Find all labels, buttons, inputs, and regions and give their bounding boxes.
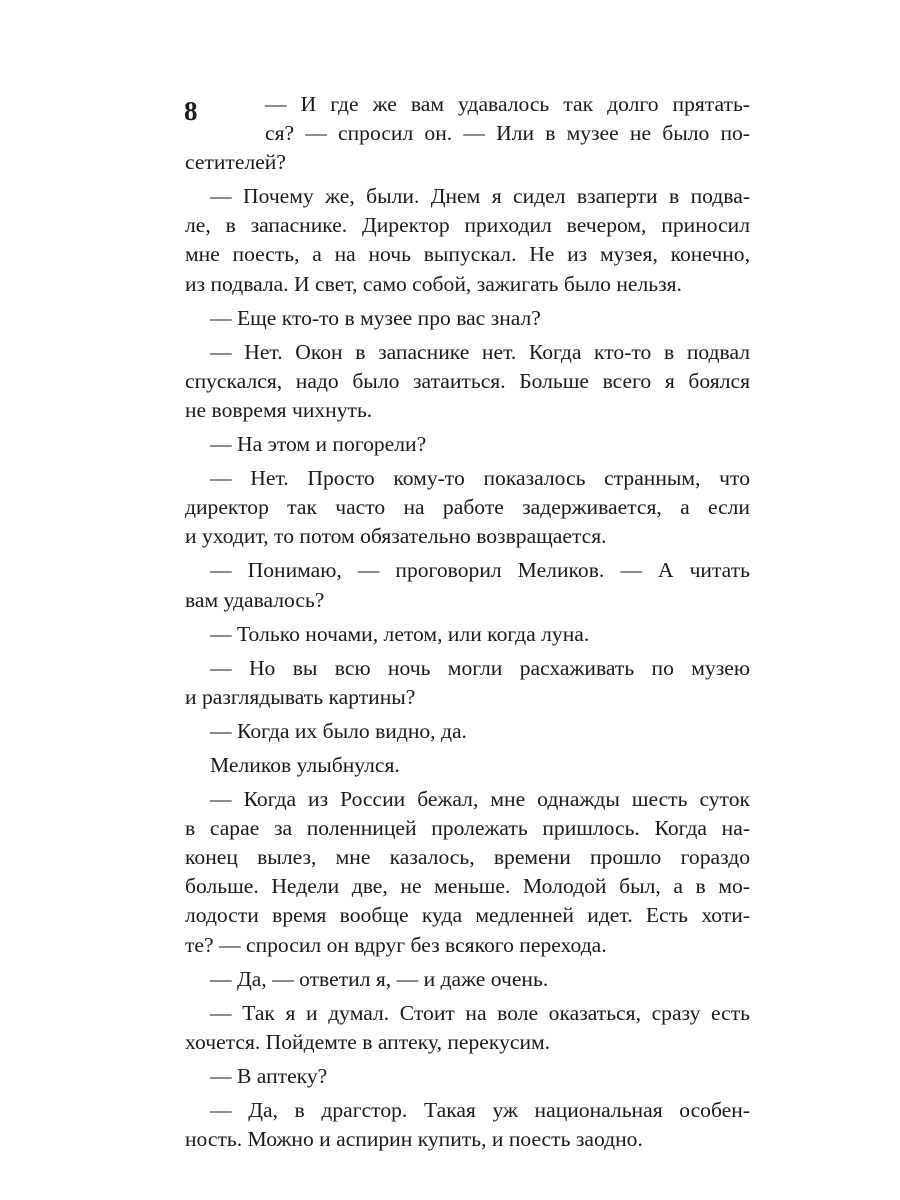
text-line: Меликов улыбнулся.: [210, 752, 400, 777]
text-line: ность. Можно и аспирин купить, и поесть заодно.: [185, 1127, 643, 1152]
text-line: и уходит, то потом обязательно возвращается.: [185, 524, 607, 549]
text-line: ся? — спросил он. — Или в музее не было по-: [265, 121, 750, 146]
text-line: — Когда из России бежал, мне однажды шесть суток: [210, 787, 750, 812]
text-line: лодости время вообще куда медленней идет. Есть хоти-: [185, 903, 750, 928]
text-line: те? — спросил он вдруг без всякого перехода.: [185, 932, 607, 957]
text-line: директор так часто на работе задерживается, а если: [185, 495, 750, 520]
text-line: — Понимаю, — проговорил Меликов. — А читать: [210, 558, 750, 583]
text-line: — Только ночами, летом, или когда луна.: [210, 621, 590, 646]
text-line: мне поесть, а на ночь выпускал. Не из музея, конечно,: [185, 242, 750, 267]
page-number: 8: [184, 96, 198, 126]
text-line: конец вылез, мне казалось, времени прошло гораздо: [185, 845, 750, 870]
text-line: ле, в запаснике. Директор приходил вечером, приносил: [185, 213, 750, 238]
text-line: — Нет. Просто кому-то показалось странным, что: [210, 466, 750, 491]
text-line: — В аптеку?: [210, 1063, 328, 1088]
text-line: из подвала. И свет, само собой, зажигать было нельзя.: [185, 271, 682, 296]
text-line: — Да, — ответил я, — и даже очень.: [210, 966, 549, 991]
text-line: — Но вы всю ночь могли расхаживать по музею: [210, 655, 750, 680]
text-line: вам удавалось?: [185, 587, 325, 612]
text-line: не вовремя чихнуть.: [185, 397, 373, 422]
text-line: больше. Недели две, не меньше. Молодой был, а в мо-: [185, 874, 750, 899]
text-line: — Так я и думал. Стоит на воле оказаться, сразу есть: [210, 1000, 750, 1025]
text-line: сетителей?: [185, 150, 286, 175]
text-line: — И где же вам удавалось так долго прятать-: [265, 92, 750, 116]
text-line: — На этом и погорели?: [210, 432, 427, 457]
text-line: — Еще кто-то в музее про вас знал?: [210, 305, 541, 330]
text-line: спускался, надо было затаиться. Больше всего я боялся: [185, 368, 750, 393]
text-line: — Когда их было видно, да.: [210, 718, 467, 743]
text-line: хочется. Пойдемте в аптеку, перекусим.: [185, 1029, 551, 1054]
text-line: — Почему же, были. Днем я сидел взаперти в подва-: [210, 184, 750, 209]
text-line: и разглядывать картины?: [185, 684, 416, 709]
text-line: — Да, в драгстор. Такая уж национальная особен-: [210, 1098, 750, 1122]
text-line: в сарае за поленницей пролежать пришлось. Когда на-: [185, 816, 750, 841]
page-body-text: [185, 90, 750, 1154]
text-line: — Нет. Окон в запаснике нет. Когда кто-то в подвал: [210, 339, 750, 364]
